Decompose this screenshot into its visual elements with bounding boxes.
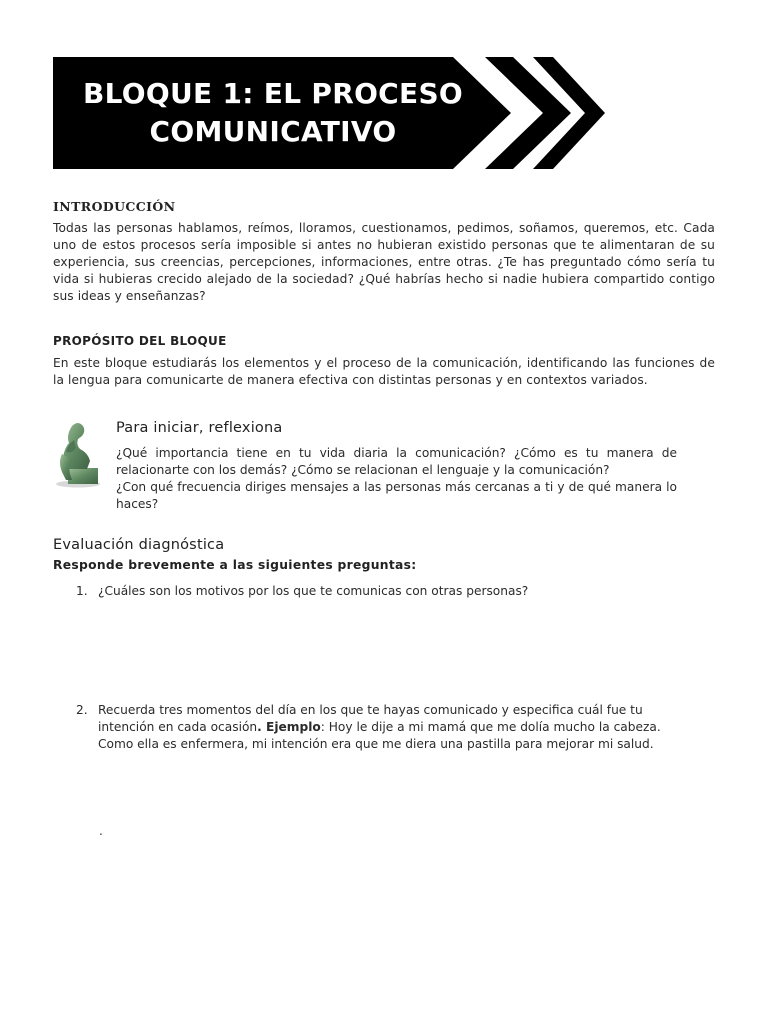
introduction-section <box>53 199 715 305</box>
purpose-heading: PROPÓSITO DEL BLOQUE <box>53 334 227 348</box>
purpose-section <box>53 334 715 389</box>
trailing-period: . <box>99 824 103 838</box>
question-2-text-after: : Hoy le dije a mi mamá que me dolía mucho la cabeza. Como ella es enfermera, mi intención era que me diera una pastilla para mejorar mi salud. <box>98 720 661 751</box>
question-2-example-label: . Ejemplo <box>257 720 321 734</box>
reflection-text <box>116 445 677 513</box>
header-banner <box>53 57 605 169</box>
question-1-text: ¿Cuáles son los motivos por los que te comunicas con otras personas? <box>98 584 529 598</box>
thinker-statue-icon <box>54 418 104 488</box>
question-2 <box>76 702 686 753</box>
question-1-number: 1. <box>76 584 88 598</box>
reflection-section <box>116 420 677 513</box>
diagnostic-title: Evaluación diagnóstica <box>53 537 225 553</box>
question-2-number: 2. <box>76 703 88 717</box>
reflection-question-1: ¿Qué importancia tiene en tu vida diaria la comunicación? ¿Cómo es tu manera de relacionarte con los demás? ¿Cómo se relacionan el lenguaje y la comunicación? <box>116 446 677 477</box>
question-2-text-before: Recuerda tres momentos del día en los que te hayas comunicado y especifica cuál fue tu intención en cada ocasión <box>98 703 643 734</box>
page-title: BLOQUE 1: EL PROCESO COMUNICATIVO <box>82 77 464 148</box>
question-1 <box>76 583 686 600</box>
question-2-text <box>98 702 686 753</box>
reflection-title: Para iniciar, reflexiona <box>116 420 283 436</box>
introduction-text: Todas las personas hablamos, reímos, lloramos, cuestionamos, pedimos, soñamos, queremos, etc. Cada uno de estos procesos sería imposible si antes no hubieran existido personas que te alimentaran de su experiencia, sus creencias, percepciones, informaciones, entre otras. ¿Te has preguntado cómo sería tu vida si hubieras crecido alejado de la sociedad? ¿Qué habrías hecho si nadie hubiera compartido contigo sus ideas y enseñanzas? <box>53 221 715 303</box>
reflection-question-2: ¿Con qué frecuencia diriges mensajes a las personas más cercanas a ti y de qué manera lo haces? <box>116 480 677 511</box>
diagnostic-section <box>53 537 715 572</box>
diagnostic-instruction: Responde brevemente a las siguientes preguntas: <box>53 558 417 572</box>
purpose-text: En este bloque estudiarás los elementos y el proceso de la comunicación, identificando las funciones de la lengua para comunicarte de manera efectiva con distintas personas y en contextos variados. <box>53 356 715 387</box>
introduction-heading: INTRODUCCIÓN <box>53 199 176 214</box>
